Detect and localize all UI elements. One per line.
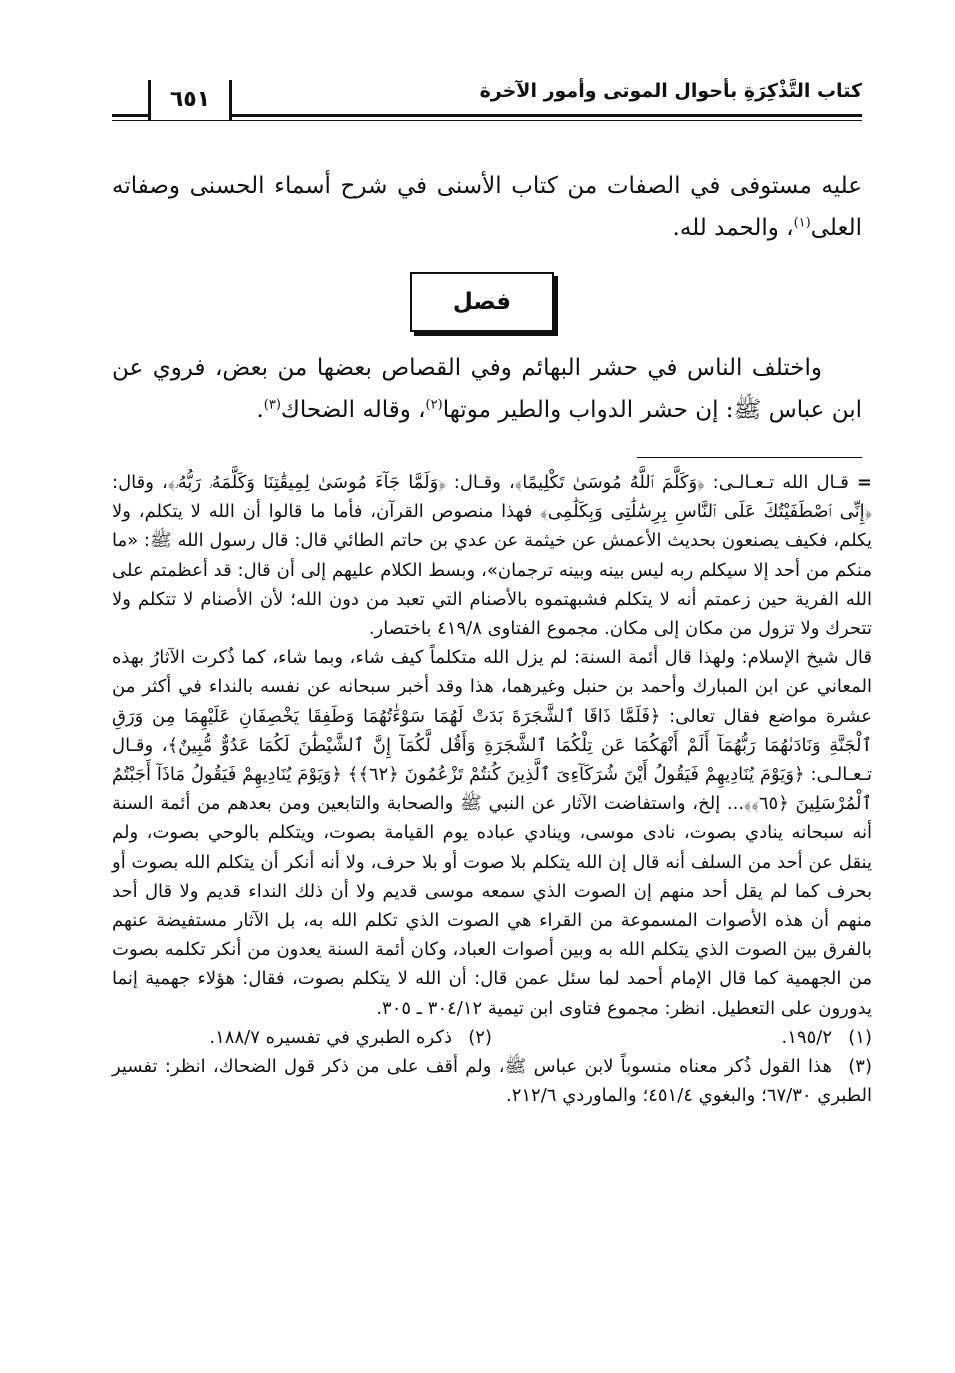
- paragraph-asna-reference: [112, 165, 862, 249]
- footnote-3: [112, 1052, 872, 1110]
- paragraph-animals-resurrection: [112, 347, 862, 431]
- footnote-ref-2[interactable]: (٢): [425, 397, 443, 413]
- footnote-text: قـال الله تـعـالـى: ﴿وَكَلَّمَ ٱللَّهُ مُوسَىٰ تَكْلِيمًا﴾، وقـال: ﴿وَلَمَّا جَآءَ مُوسَىٰ لِمِيقَٰتِنَا وَكَلَّمَهُۥ رَبُّهُۥ﴾، وقال: ﴿إِنِّى ٱصْطَفَيْتُكَ عَلَى ٱلنَّاسِ بِرِسَٰلَٰتِى وَبِكَلَٰمِى﴾ فهذا منصوص القرآن، فأما ما قالوا أن الله لا يتكلم، ولا يكلم، فكيف يصنعون بحديث الأعمش عن خيثمة عن عدي بن حاتم الطائي قال: قال رسول الله ﷺ: «ما منكم من أحد إلا سيكلم ربه ليس بينه وبينه ترجمان»، وبسط الكلام عليهم إلى أن قال: قد أعظمتم على الله الفرية حين زعمتم أنه لا يتكلم فشبهتموه بالأصنام التي تعبد من دون الله؛ لأن الأصنام لا تتكلم ولا تتحرك ولا تزول من مكان إلى مكان. مجموع الفتاوى ٤١٩/٨ باختصار.: [112, 472, 872, 640]
- footnote-text: هذا القول ذُكر معناه منسوباً لابن عباس ﷺ، ولم أقف على من ذكر قول الضحاك، انظر: تفسير الطبري ٦٧/٣٠؛ والبغوي ٤٥١/٤؛ والماوردي ٢١٢/٦.: [112, 1056, 872, 1107]
- header-rule-thin: [112, 120, 862, 121]
- footnote-separator: [637, 457, 862, 458]
- footnote-continuation: [112, 468, 872, 643]
- book-title: كتاب التَّذْكِرَةِ بأحوال الموتى وأمور الآخرة: [479, 80, 862, 102]
- footnote-text: ذكره الطبري في تفسيره ١٨٨/٧.: [209, 1026, 452, 1048]
- footnote-ibn-taymiyya: [112, 643, 872, 1023]
- footnote-number: (٢): [468, 1026, 492, 1048]
- footnote-pair: [112, 1023, 872, 1052]
- footnotes: [112, 468, 872, 1110]
- paragraph-text: ، والحمد لله.: [672, 215, 794, 241]
- continuation-marker: =: [856, 472, 872, 493]
- paragraph-text: ، وقاله الضحاك: [280, 397, 426, 423]
- footnote-text: ١٩٥/٢.: [781, 1026, 832, 1048]
- footnote-text: قال شيخ الإسلام: ولهذا قال أئمة السنة: لم يزل الله متكلماً كيف شاء، وبما شاء، كما ذُكرت الآثارُ بهذه المعاني عن ابن المبارك وأحمد بن حنبل وغيرهما، هذا وقد أخبر سبحانه عن نفسه بالنداء في أكثر من عشرة مواضع فقال تعالى: ﴿فَلَمَّا ذَاقَا ٱلشَّجَرَةَ بَدَتْ لَهُمَا سَوْءَٰتُهُمَا وَطَفِقَا يَخْصِفَانِ عَلَيْهِمَا مِن وَرَقِ ٱلْجَنَّةِ وَنَادَىٰهُمَا رَبُّهُمَآ أَلَمْ أَنْهَكُمَا عَن تِلْكُمَا ٱلشَّجَرَةِ وَأَقُل لَّكُمَآ إِنَّ ٱلشَّيْطَٰنَ لَكُمَا عَدُوٌّ مُّبِينٌ﴾، وقـال تـعـالـى: ﴿وَيَوْمَ يُنَادِيهِمْ فَيَقُولُ أَيْنَ شُرَكَآءِىَ ٱلَّذِينَ كُنتُمْ تَزْعُمُونَ ﴿٦٢﴾﴾ ﴿وَيَوْمَ يُنَادِيهِمْ فَيَقُولُ مَاذَآ أَجَبْتُمُ ٱلْمُرْسَلِينَ ﴿٦٥﴾﴾... إلخ، واستفاضت الآثار عن النبي ﷺ والصحابة والتابعين ومن بعدهم من أئمة السنة أنه سبحانه ينادي بصوت، نادى موسى، وينادي عباده يوم القيامة بصوت، ويتكلم بالوحي بصوت، ولم ينقل عن أحد من السلف أنه قال إن الله يتكلم بلا صوت أو بلا حرف، ولا أنه أنكر أن يتكلم الله بصوت أو بحرف كما لم يقل أحد منهم إن الصوت الذي سمعه موسى قديم ولا أن ذلك النداء قديم ولا قال أحد منهم أن هذه الأصوات المسموعة من القراء هي الصوت الذي تكلم الله به، بل الآثار مستفيضة عنهم بالفرق بين الصوت الذي يتكلم الله به وبين أصوات العباد، وكان أئمة السنة يعدون من أنكر تكلمه بصوت من الجهمية كما قال الإمام أحمد لما سئل عمن قال: أن الله لا يتكلم بصوت، فقال: هؤلاء جهمية إنما يدورون على التعطيل. انظر: مجموع فتاوى ابن تيمية ٣٠٤/١٢ ـ ٣٠٥.: [112, 647, 873, 1019]
- page-number: ٦٥١: [148, 80, 232, 120]
- paragraph-text: عليه مستوفى في الصفات من كتاب الأسنى في شرح أسماء الحسنى وصفاته العلى: [112, 173, 862, 241]
- paragraph-text: .: [256, 397, 264, 423]
- footnote-2: [112, 1023, 492, 1052]
- footnote-ref-3[interactable]: (٣): [263, 397, 281, 413]
- footnote-1: [492, 1023, 872, 1052]
- section-heading: فصل: [410, 272, 554, 332]
- running-header: [112, 72, 862, 122]
- paragraph-text: واختلف الناس في حشر البهائم وفي القصاص بعضها من بعض، فروي عن ابن عباس ﷺ: إن حشر الدواب والطير موتها: [112, 355, 862, 423]
- footnote-number: (١): [848, 1026, 872, 1048]
- footnote-ref-1[interactable]: (١): [793, 215, 811, 231]
- footnote-number: (٣): [848, 1056, 872, 1078]
